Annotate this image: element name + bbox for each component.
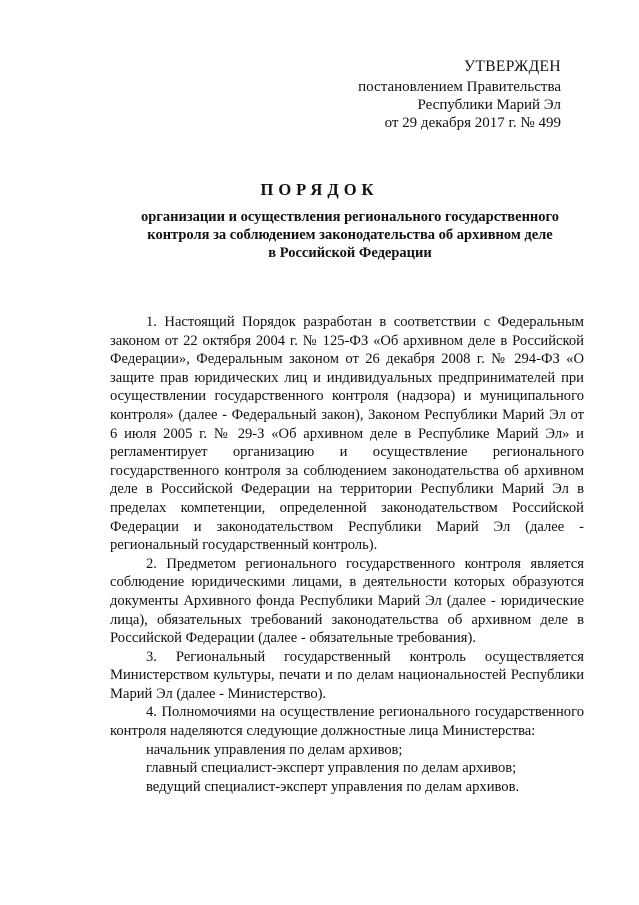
paragraph-2: 2. Предметом регионального государственного контроля является соблюдение юридическими лицами, в деятельности которых образуются документы Архивного фонда Республики Марий Эл (далее - юридические лица), обязательных требований законодательства об архивном деле в Российской Федерации (далее - обязательные требования).: [110, 555, 584, 647]
subtitle-line-1: организации и осуществления регионального государственного: [140, 209, 560, 225]
paragraph-1: 1. Настоящий Порядок разработан в соответствии с Федеральным законом от 22 октября 2004 г. № 125-ФЗ «Об архивном деле в Российской Федерации», Федеральным законом от 26 декабря 2008 г. № 294-ФЗ «О защите прав юридических лиц и индивидуальных предпринимателей при осуществлении государственного контроля (надзора) и муниципального контроля» (далее - Федеральный закон), Законом Республики Марий Эл от 6 июля 2005 г. № 29-З «Об архивном деле в Республике Марий Эл» и регламентирует организацию и осуществление регионального государственного контроля за соблюдением законодательства об архивном деле в Российской Федерации на территории Республики Марий Эл в пределах компетенции, определенной законодательством Российской Федерации и законодательством Республики Марий Эл (далее - региональный государственный контроль).: [110, 314, 584, 554]
official-item-2: главный специалист-эксперт управления по делам архивов;: [146, 760, 517, 777]
document-body: [110, 313, 584, 796]
paragraph-4: 4. Полномочиями на осуществление регионального государственного контроля наделяются следующие должностные лица Министерства:: [110, 704, 584, 740]
approval-line-3: от 29 декабря 2017 г. № 499: [384, 115, 561, 131]
document-title: ПОРЯДОК: [260, 180, 379, 199]
official-item-3: ведущий специалист-эксперт управления по делам архивов.: [146, 778, 520, 795]
approval-stamp: [341, 58, 561, 132]
official-item-1: начальник управления по делам архивов;: [146, 741, 403, 758]
approval-line-1: постановлением Правительства: [358, 79, 561, 95]
approved-label: УТВЕРЖДЕН: [463, 58, 561, 75]
subtitle-line-2: контроля за соблюдением законодательства об архивном деле: [147, 227, 553, 243]
subtitle-line-3: в Российской Федерации: [268, 245, 432, 261]
approval-line-2: Республики Марий Эл: [417, 97, 561, 113]
paragraph-3: 3. Региональный государственный контроль осуществляется Министерством культуры, печати и по делам национальностей Республики Марий Эл (далее - Министерство).: [110, 648, 584, 702]
document-subtitle: [120, 208, 580, 262]
